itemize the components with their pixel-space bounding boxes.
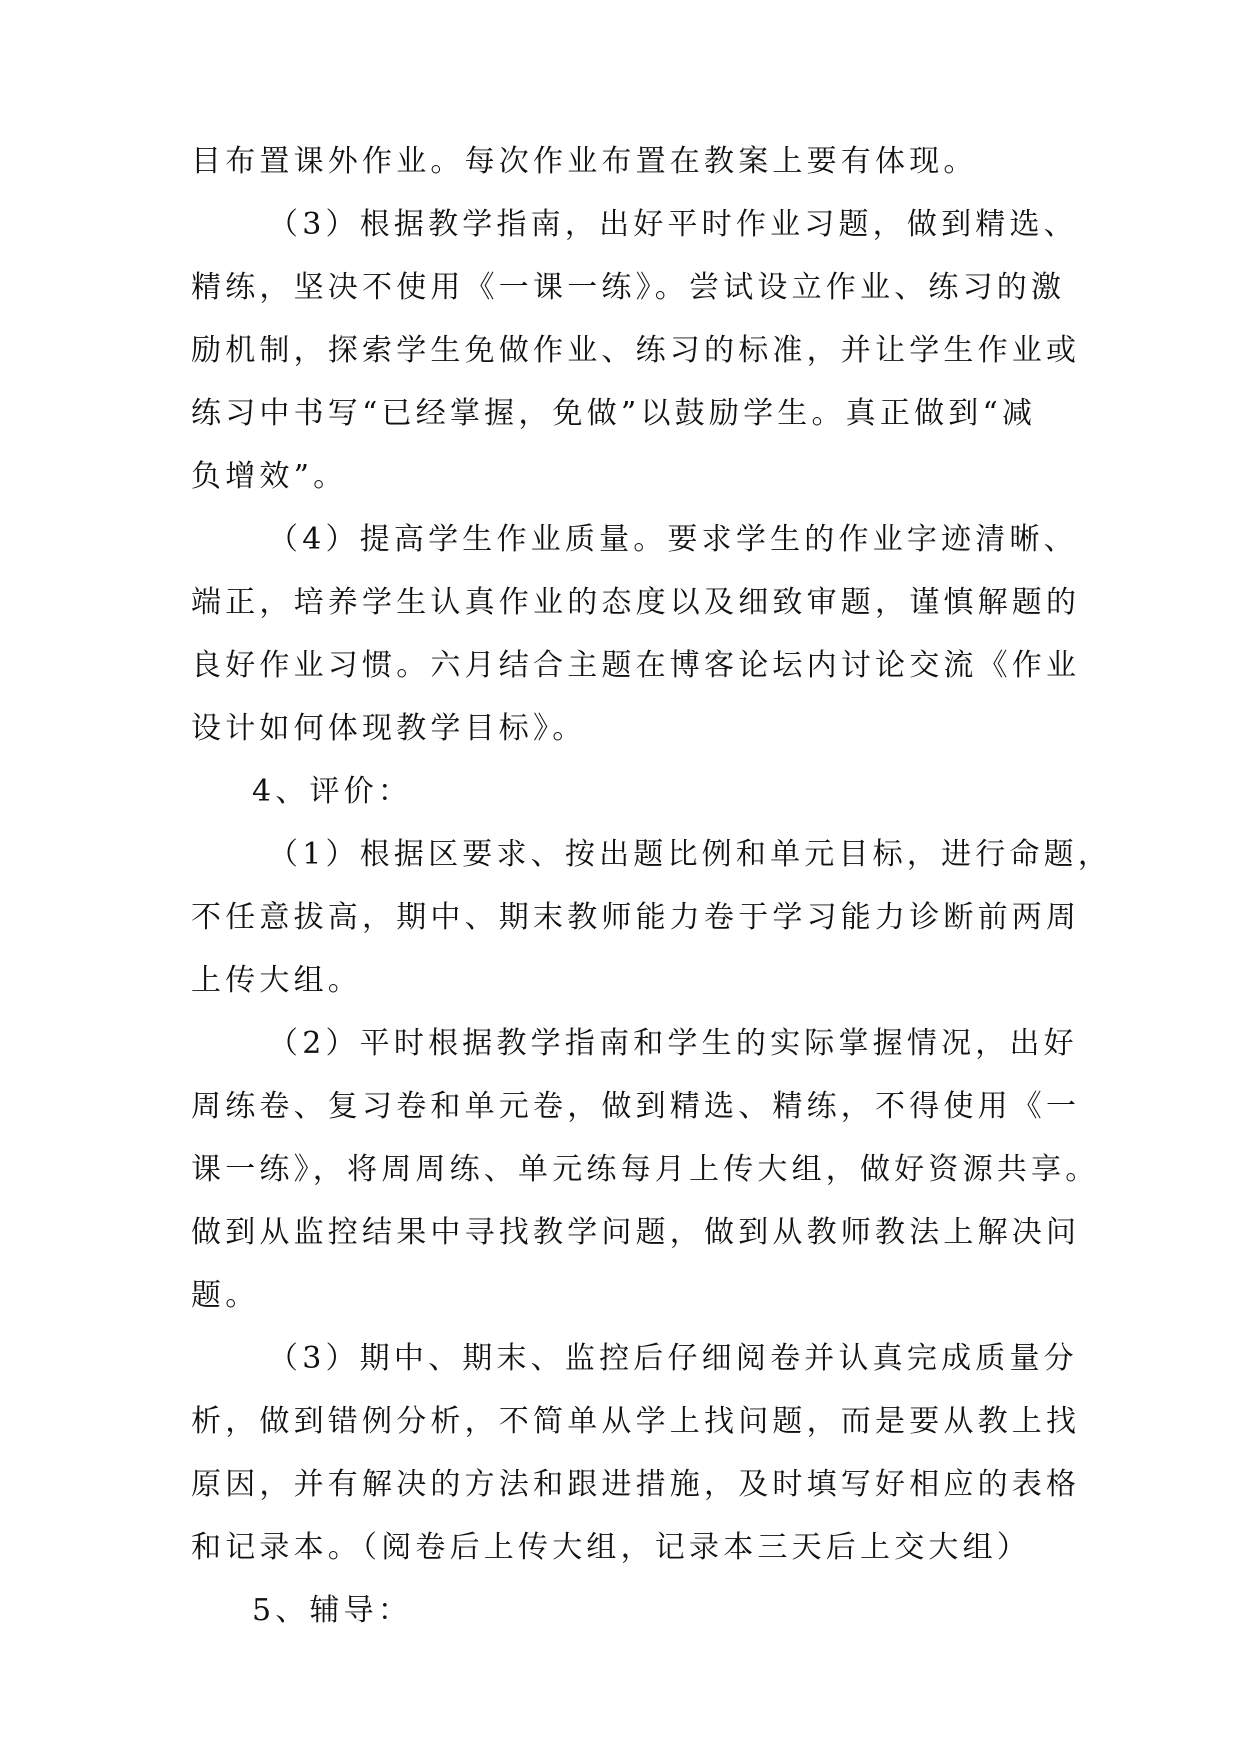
text-line-23: 和记录本。（阅卷后上传大组，记录本三天后上交大组） <box>191 1530 1031 1565</box>
section-heading-evaluation: 4、评价： <box>252 774 413 809</box>
text-line-20: （3）期中、期末、监控后仔细阅卷并认真完成质量分 <box>268 1341 1078 1376</box>
text-line-8: 端正，培养学生认真作业的态度以及细致审题，谨慎解题的 <box>191 585 1081 620</box>
text-line-3: 精练，坚决不使用《一课一练》。尝试设立作业、练习的激 <box>191 270 1066 305</box>
text-line-7: （4）提高学生作业质量。要求学生的作业字迹清晰、 <box>268 522 1078 557</box>
text-line-1: 目布置课外作业。每次作业布置在教案上要有体现。 <box>191 144 978 179</box>
text-line-17: 课一练》，将周周练、单元练每月上传大组，做好资源共享。 <box>191 1152 1100 1187</box>
text-line-12: （1）根据区要求、按出题比例和单元目标，进行命题， <box>268 837 1113 872</box>
section-heading-tutoring: 5、辅导： <box>252 1593 413 1628</box>
text-line-18: 做到从监控结果中寻找教学问题，做到从教师教法上解决问 <box>191 1215 1081 1250</box>
text-line-15: （2）平时根据教学指南和学生的实际掌握情况，出好 <box>268 1026 1078 1061</box>
text-line-9: 良好作业习惯。六月结合主题在博客论坛内讨论交流《作业 <box>191 648 1081 683</box>
text-line-6: 负增效”。 <box>191 459 348 494</box>
text-line-16: 周练卷、复习卷和单元卷，做到精选、精练，不得使用《一 <box>191 1089 1081 1124</box>
text-line-4: 励机制，探索学生免做作业、练习的标准，并让学生作业或 <box>191 333 1081 368</box>
text-line-13: 不任意拔高，期中、期末教师能力卷于学习能力诊断前两周 <box>191 900 1081 935</box>
text-line-2: （3）根据教学指南，出好平时作业习题，做到精选、 <box>268 207 1078 242</box>
text-line-10: 设计如何体现教学目标》。 <box>191 711 587 746</box>
text-line-5: 练习中书写“已经掌握，免做”以鼓励学生。真正做到“减 <box>191 396 1037 431</box>
text-line-21: 析，做到错例分析，不简单从学上找问题，而是要从教上找 <box>191 1404 1081 1439</box>
text-line-14: 上传大组。 <box>191 963 362 998</box>
text-line-22: 原因，并有解决的方法和跟进措施，及时填写好相应的表格 <box>191 1467 1081 1502</box>
text-line-19: 题。 <box>191 1278 260 1313</box>
